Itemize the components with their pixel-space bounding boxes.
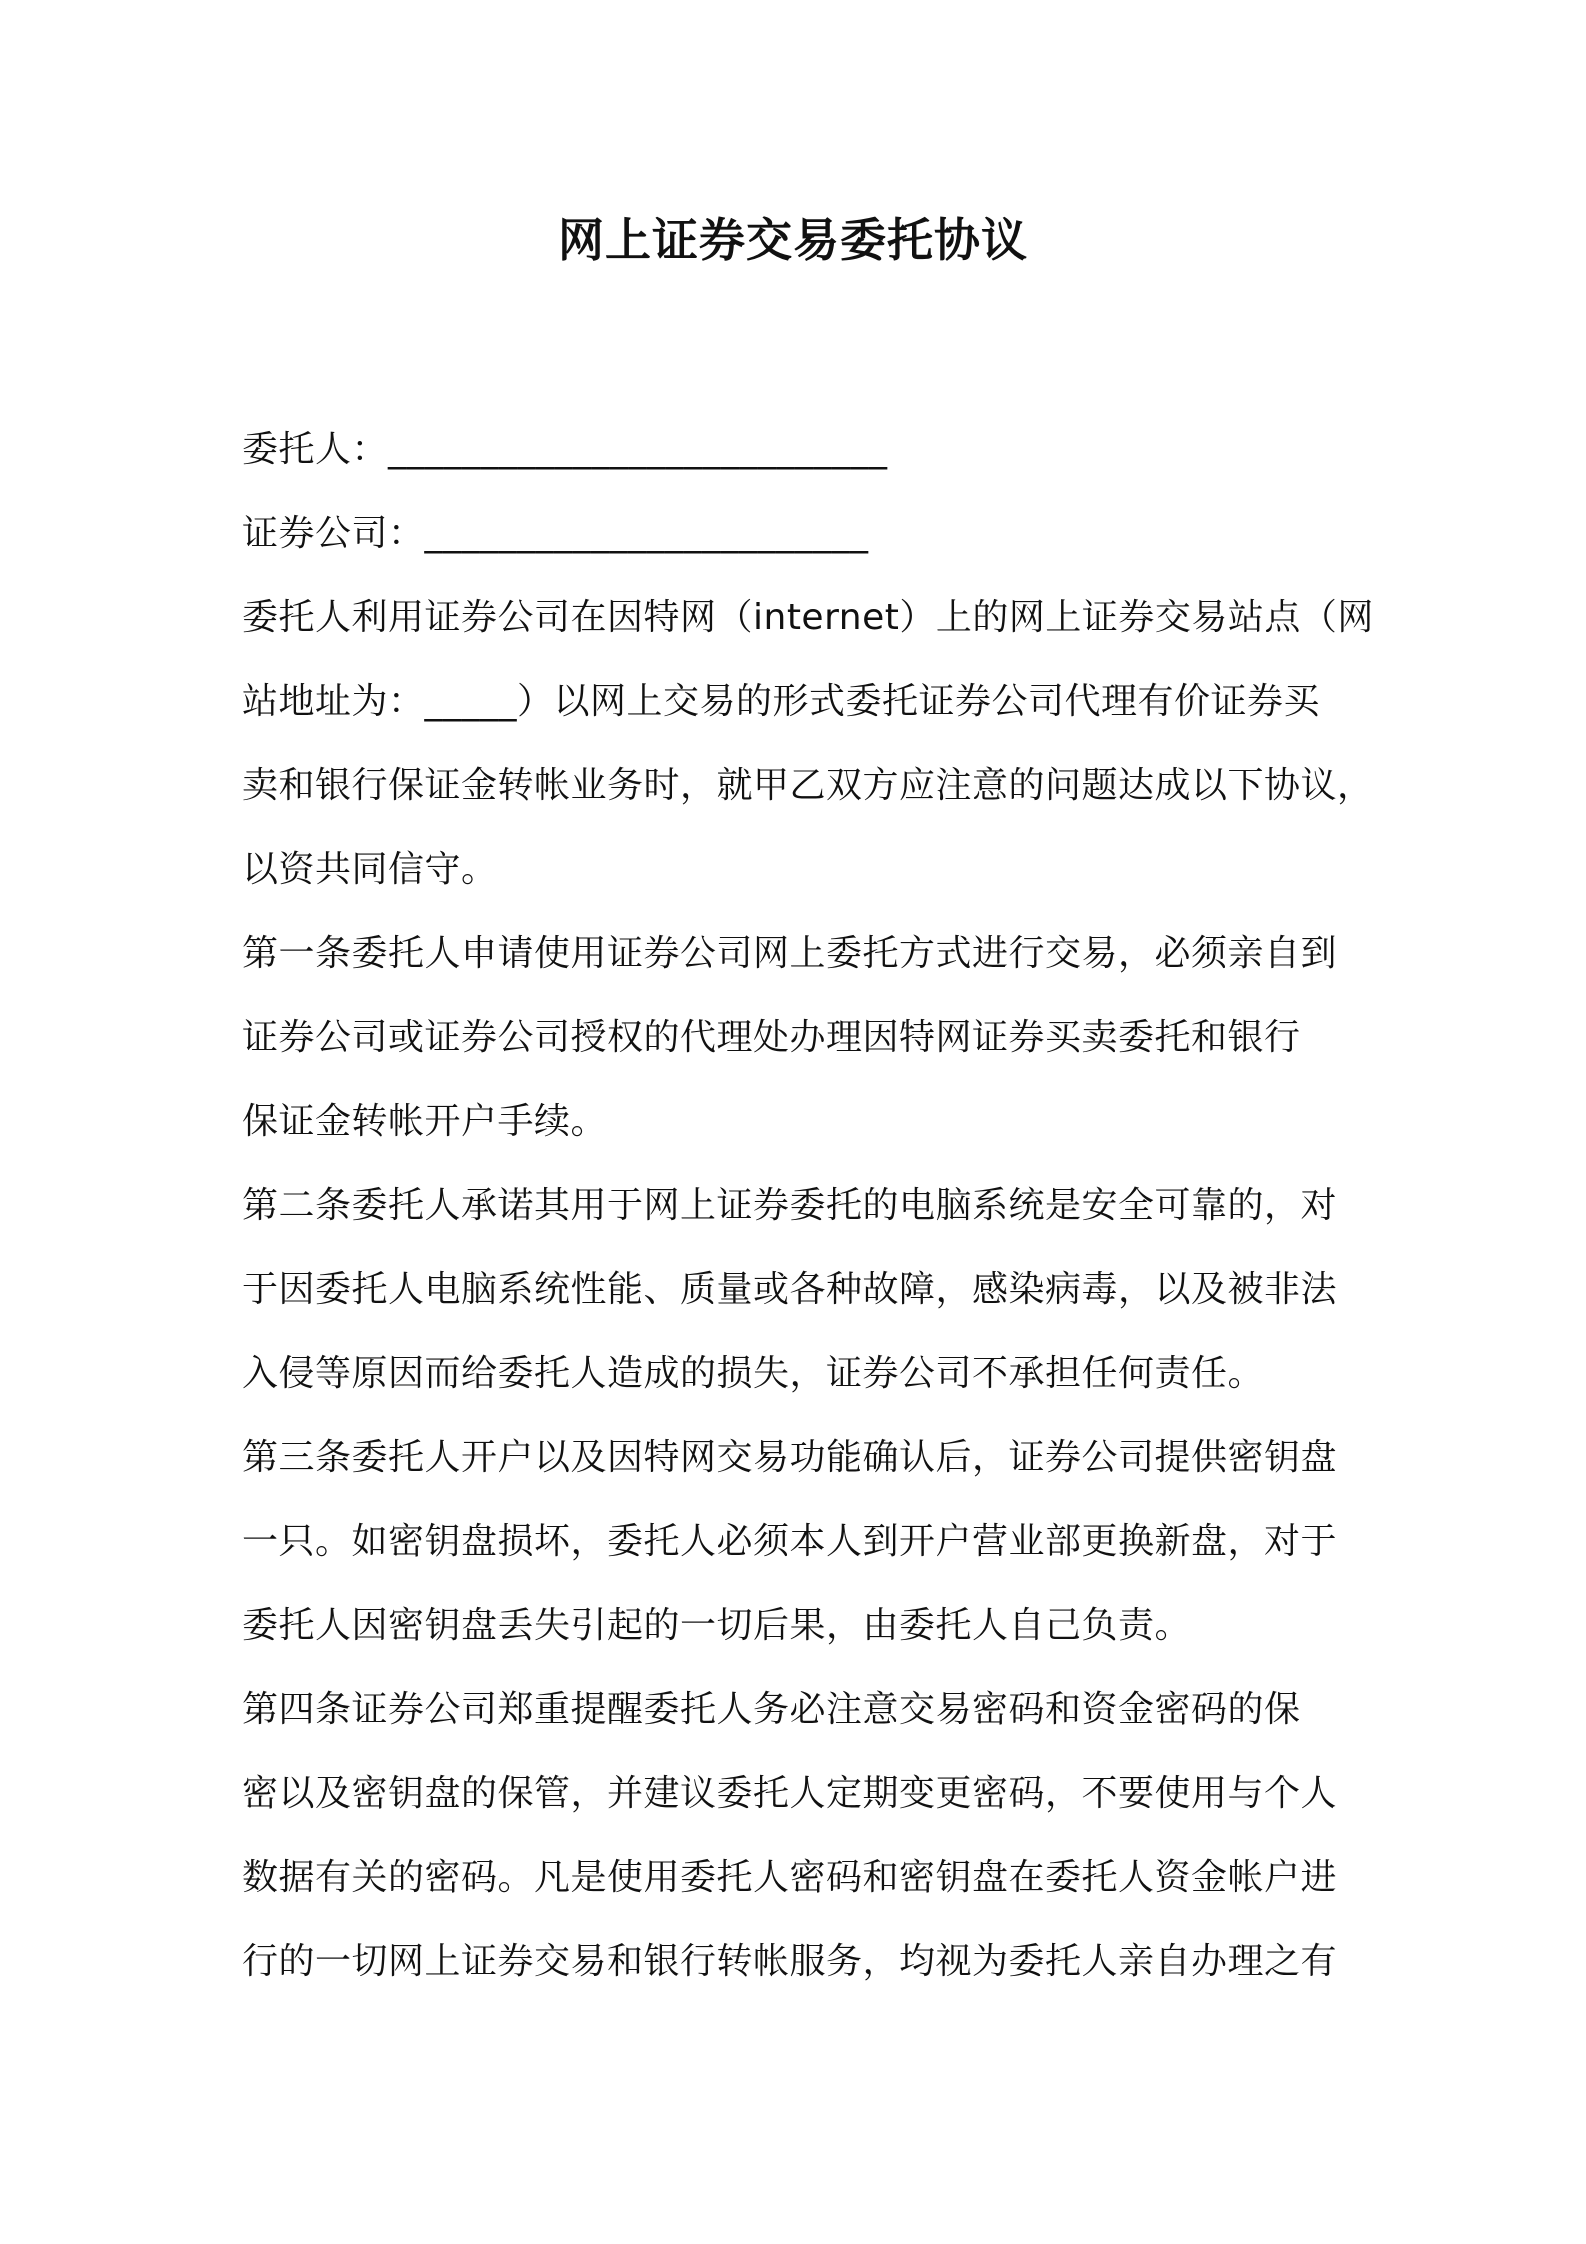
- article-1-line-2: 证券公司或证券公司授权的代理处办理因特网证券买卖委托和银行: [242, 1017, 1301, 1058]
- article-3-line-1: 第三条委托人开户以及因特网交易功能确认后，证券公司提供密钥盘: [242, 1437, 1338, 1478]
- preamble-line-4: 以资共同信守。: [242, 849, 498, 890]
- securities-company-line: 证券公司：________________________: [242, 513, 869, 554]
- article-1-line-3: 保证金转帐开户手续。: [242, 1101, 608, 1142]
- article-4-line-4: 行的一切网上证券交易和银行转帐服务，均视为委托人亲自办理之有: [242, 1941, 1338, 1982]
- article-2-line-2: 于因委托人电脑系统性能、质量或各种故障，感染病毒，以及被非法: [242, 1269, 1338, 1310]
- preamble-line-2: 站地址为：_____）以网上交易的形式委托证券公司代理有价证券买: [242, 681, 1321, 722]
- article-4-line-2: 密以及密钥盘的保管，并建议委托人定期变更密码，不要使用与个人: [242, 1773, 1338, 1814]
- principal-line: 委托人：___________________________: [242, 429, 888, 470]
- article-3-line-2: 一只。如密钥盘损坏，委托人必须本人到开户营业部更换新盘，对于: [242, 1521, 1338, 1562]
- article-1-line-1: 第一条委托人申请使用证券公司网上委托方式进行交易，必须亲自到: [242, 933, 1338, 974]
- preamble-line-3: 卖和银行保证金转帐业务时，就甲乙双方应注意的问题达成以下协议，: [242, 765, 1374, 806]
- article-2-line-3: 入侵等原因而给委托人造成的损失，证券公司不承担任何责任。: [242, 1353, 1265, 1394]
- document-title: 网上证券交易委托协议: [558, 213, 1028, 267]
- article-2-line-1: 第二条委托人承诺其用于网上证券委托的电脑系统是安全可靠的，对: [242, 1185, 1338, 1226]
- document-body: [242, 408, 1374, 2004]
- article-4-line-1: 第四条证券公司郑重提醒委托人务必注意交易密码和资金密码的保: [242, 1689, 1301, 1730]
- article-4-line-3: 数据有关的密码。凡是使用委托人密码和密钥盘在委托人资金帐户进: [242, 1857, 1338, 1898]
- preamble-line-1: 委托人利用证券公司在因特网（internet）上的网上证券交易站点（网: [242, 597, 1374, 638]
- article-3-line-3: 委托人因密钥盘丢失引起的一切后果，由委托人自己负责。: [242, 1605, 1192, 1646]
